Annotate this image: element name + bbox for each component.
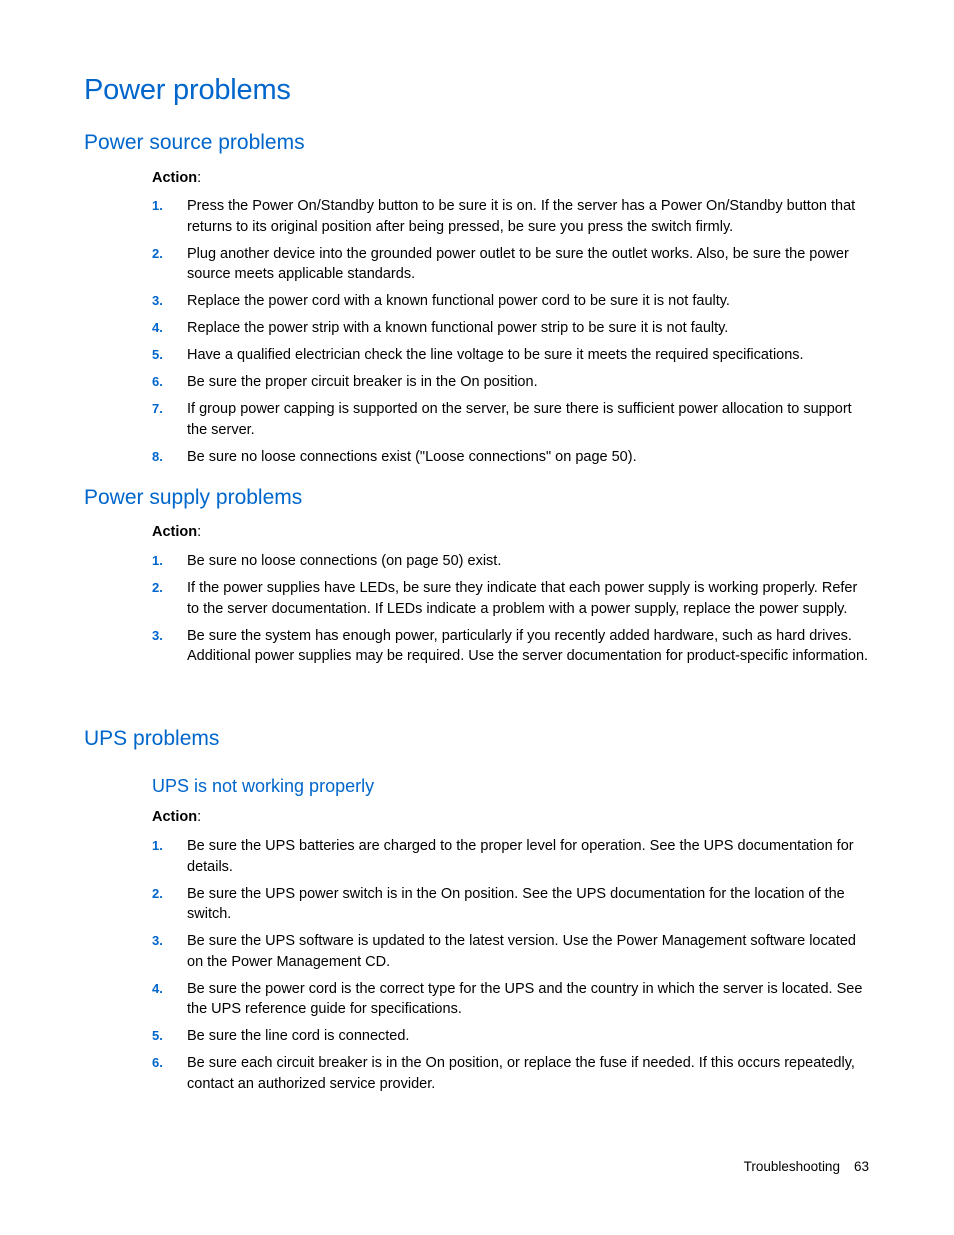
list-item-text: Press the Power On/Standby button to be sure it is on. If the server has a Power On/Standby button that returns to its original position after being pressed, be sure you press the switch firmly. [187,198,856,235]
list-item-text: Be sure the power cord is the correct type for the UPS and the country in which the server is located. See the UPS reference guide for specifications. [187,980,863,1017]
page-footer [744,1159,869,1174]
list-item-number: 5. [152,347,163,362]
list-item [152,318,872,339]
list-item [152,244,872,285]
list-item-number: 7. [152,401,163,416]
list-item [152,372,872,393]
list-item-text: Replace the power strip with a known functional power strip to be sure it is not faulty. [187,320,729,336]
action-label: Action: [152,170,202,186]
steps-list-power-supply [152,551,872,673]
list-item [152,1053,872,1094]
list-item-text: Plug another device into the grounded power outlet to be sure the outlet works. Also, be sure the power source meets applicable standards. [187,245,849,282]
list-item-number: 4. [152,320,163,335]
list-item [152,578,872,619]
section-heading-ups: UPS problems [84,727,220,750]
list-item-text: Be sure the UPS batteries are charged to the proper level for operation. See the UPS documentation for details. [187,838,854,875]
subsection-heading-ups-not-working: UPS is not working properly [152,776,375,796]
list-item [152,447,872,468]
steps-list-ups [152,836,872,1101]
list-item [152,291,872,312]
list-item-number: 1. [152,553,163,568]
list-item [152,551,872,572]
list-item-number: 1. [152,838,163,853]
steps-list-power-source [152,196,872,474]
list-item-text: Have a qualified electrician check the line voltage to be sure it meets the required specifications. [187,347,804,363]
list-item-text: Be sure the UPS software is updated to the latest version. Use the Power Management software located on the Power Management CD. [187,933,856,970]
list-item-number: 2. [152,885,163,901]
list-item [152,979,872,1020]
list-item-number: 8. [152,448,163,464]
list-item-number: 5. [152,1028,163,1043]
list-item [152,836,872,877]
list-item-text: Be sure the line cord is connected. [187,1028,410,1044]
list-item-text: If group power capping is supported on the server, be sure there is sufficient power allocation to support the server. [187,401,852,438]
list-item [152,884,872,925]
list-item-number: 2. [152,245,163,261]
list-item-text: Be sure no loose connections (on page 50) exist. [187,553,502,569]
list-item-number: 4. [152,980,163,996]
list-item-number: 3. [152,627,163,643]
section-heading-power-source: Power source problems [84,131,305,154]
list-item-number: 6. [152,374,163,389]
list-item [152,399,872,440]
list-item-number: 3. [152,293,163,308]
section-heading-power-supply: Power supply problems [84,486,303,509]
list-item-text: Be sure no loose connections exist ("Loose connections" on page 50). [187,448,637,465]
action-label: Action: [152,524,202,540]
action-label: Action: [152,809,202,825]
list-item-text: Be sure each circuit breaker is in the On position, or replace the fuse if needed. If this occurs repeatedly, contact an authorized service provider. [187,1055,855,1092]
list-item-text: Be sure the proper circuit breaker is in the On position. [187,374,538,390]
page-number: 63 [853,1159,869,1174]
list-item [152,196,872,237]
list-item-number: 2. [152,580,163,595]
list-item-text: Be sure the UPS power switch is in the On position. See the UPS documentation for the location of the switch. [187,885,845,922]
list-item-number: 3. [152,933,163,948]
list-item [152,931,872,972]
list-item-text: If the power supplies have LEDs, be sure they indicate that each power supply is working properly. Refer to the server documentation. If LEDs indicate a problem with a power supply, replace the power supply. [187,580,858,617]
page-title: Power problems [84,74,291,106]
list-item-text: Replace the power cord with a known functional power cord to be sure it is not faulty. [187,293,730,309]
list-item [152,626,872,667]
list-item [152,345,872,366]
list-item-text: Be sure the system has enough power, particularly if you recently added hardware, such as hard drives. Additional power supplies may be required. Use the server documentation for product-specific information. [187,627,869,664]
list-item-number: 6. [152,1055,163,1070]
footer-section-name: Troubleshooting [743,1159,840,1174]
list-item-number: 1. [152,198,163,213]
list-item [152,1026,872,1047]
